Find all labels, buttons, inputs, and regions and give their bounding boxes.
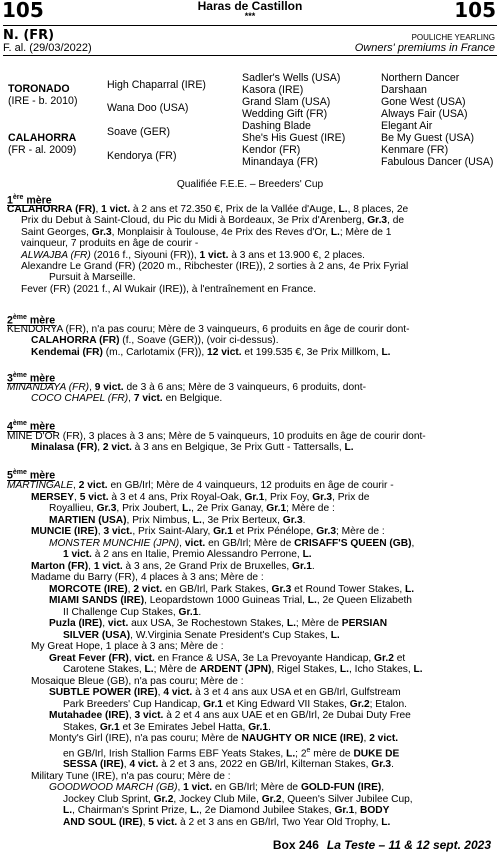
- pedigree-gen3: Grand Slam (USA): [242, 96, 331, 108]
- horse-name: N. (FR): [3, 28, 55, 43]
- section-heading-dam5: 5ème mère: [7, 469, 56, 482]
- birth-info: F. al. (29/03/2022): [3, 42, 92, 54]
- consignor-stars: ***: [244, 11, 256, 21]
- dam3-record: MINANDAYA (FR), 9 vict. de 3 à 6 ans; Mère de 3 vainqueurs, 6 produits, dont- COCO CHAPEL (FR), 7 vict. en Belgique.: [7, 382, 367, 405]
- section-heading-dam1: 1ère mère: [7, 194, 52, 207]
- pedigree-gen3: Kasora (IRE): [242, 84, 304, 96]
- divider: [3, 55, 497, 56]
- dam5-record: MARTINGALE, 2 vict. en GB/Irl; Mère de 4 vainqueurs, 12 produits en âge de courir - MERSEY, 5 vict. à 3 et 4 ans, Prix Royal-Oak, Gr.1, Prix Foy, Gr.3, Prix de Royallieu, Gr.3, Prix Joubert, L., 2e Prix Ganay, Gr.1; Mère de : MARTIEN (USA), Prix Nimbus, L., 3e Prix Berteux, Gr.3. MUNCIE (IRE), 3 vict., Prix Saint-Alary, Gr.1 et Prix Pénélope, Gr.3; Mère de : MONSTER MUNCHIE (JPN), vict. en GB/Irl; Mère de CRISAFF'S QUEEN (GB), 1 vict. à 2 ans en Italie, Premio Alessandro Perrone, L. Marton (FR), 1 vict. à 3 ans, 2e Grand Prix de Bruxelles, Gr.1. Madame du Barry (FR), 4 places à 3 ans; Mère de : MORCOTE (IRE), 2 vict. en GB/Irl, Park Stakes, Gr.3 et Round Tower Stakes, L. MIAMI SANDS (IRE), Leopardstown 1000 Guineas Trial, L., 2e Queen Elizabeth II Challenge Cup Stakes, Gr.1. Puzla (IRE), vict. aux USA, 3e Rochestown Stakes, L.; Mère de PERSIAN SILVER (USA), W.Virginia Senate President's Cup Stakes, L. My Great Hope, 1 place à 3 ans; Mère de : Great Fever (FR), vict. en France & USA, 3e La Prevoyante Handicap, Gr.2 et Carotene Stakes, L.; Mère de ARDENT (JPN), Rigel Stakes, L., Icho Stakes, L. Mosaique Bleue (GB), n'a pas couru; Mère de : SUBTLE POWER (IRE), 4 vict. à 3 et 4 ans aux USA et en GB/Irl, Gulfstream Park Breeders' Cup Handicap, Gr.1 et King Edward VII Stakes, Gr.2; Etalon. Mutahadee (IRE), 3 vict. à 2 et 4 ans aux UAE et en GB/Irl, 2e Dubai Duty Free Stakes, Gr.1 et 3e Emirates Jebel Hatta, Gr.1. Monty's Girl (IRE), n'a pas couru; Mère de NAUGHTY OR NICE (IRE), 2 vict. en GB/Irl, Irish Stallion Farms EBF Yeats Stakes, L.; 2e mère de DUKE DE SESSA (IRE), 4 vict. à 2 et 3 ans, 2022 en GB/Irl, Kilternan Stakes, Gr.3. Military Tune (IRE), n'a pas couru; Mère de : GOODWOOD MARCH (GB), 1 vict. en GB/Irl; Mère de GOLD-FUN (IRE), Jockey Club Sprint, Gr.2, Jockey Club Mile, Gr.2, Queen's Silver Jubilee Cup, L., Chairman's Sprint Prize, L., 2e Diamond Jubilee Stakes, Gr.1, BODY AND SOUL (IRE), 5 vict. à 2 et 3 ans en GB/Irl, Two Year Old Trophy, L.: [7, 480, 423, 828]
- consignor-name: Haras de Castillon: [197, 0, 303, 13]
- dam-details: (FR - al. 2009): [8, 144, 77, 156]
- section-heading-dam3: 3ème mère: [7, 372, 56, 385]
- pedigree-gen4: Kenmare (FR): [381, 144, 449, 156]
- dam1-record: CALAHORRA (FR), 1 vict. à 2 ans et 72.350 €, Prix de la Vallée d'Auge, L., 8 places, 2e Prix du Debut à Saint-Cloud, du Pic du Midi à Bordeaux, 3e Prix d'Arenberg, Gr.3, de Saint Georges, Gr.3, Monplaisir à Toulouse, 4e Prix des Reves d'Or, L.; Mère de 1 vainqueur, 7 produits en âge de courir - ALWAJBA (FR) (2016 f., Siyouni (FR)), 1 vict. à 3 ans et 13.900 €, 2 places. Alexandre Le Grand (FR) (2020 m., Ribchester (IRE)), 2 sorties à 2 ans, 4e Prix Fyrial Pursuit à Marseille. Fever (FR) (2021 f., Al Wukair (IRE)), à l'entraînement en France.: [7, 204, 409, 295]
- pedigree-gen2: Soave (GER): [107, 126, 170, 138]
- pedigree-gen2: High Chaparral (IRE): [107, 79, 206, 91]
- lot-number-right: 105: [454, 0, 496, 22]
- sire-details: (IRE - b. 2010): [8, 95, 78, 107]
- pedigree-gen4: Elegant Air: [381, 120, 433, 132]
- pedigree-gen3: Minandaya (FR): [242, 156, 318, 168]
- dam2-record: KENDORYA (FR), n'a pas couru; Mère de 3 vainqueurs, 6 produits en âge de courir dont- CALAHORRA (FR) (f., Soave (GER)), (voir ci-dessus). Kendemai (FR) (m., Carlotamix (FR)), 12 vict. et 199.535 €, 3e Prix Millkom, L.: [7, 324, 410, 358]
- dam-name: CALAHORRA: [8, 132, 77, 144]
- pedigree-gen2: Wana Doo (USA): [107, 102, 189, 114]
- pedigree-gen4: Always Fair (USA): [381, 108, 468, 120]
- pedigree-gen4: Gone West (USA): [381, 96, 466, 108]
- premiums-note: Owners' premiums in France: [354, 42, 495, 54]
- lot-number-left: 105: [2, 0, 44, 22]
- pedigree-gen3: Kendor (FR): [242, 144, 301, 156]
- pedigree-gen3: Sadler's Wells (USA): [242, 72, 341, 84]
- pedigree-gen3: She's His Guest (IRE): [242, 132, 346, 144]
- pedigree-gen4: Darshaan: [381, 84, 427, 96]
- sale-info: La Teste – 11 & 12 sept. 2023: [326, 838, 491, 852]
- pedigree-gen4: Northern Dancer: [381, 72, 460, 84]
- section-heading-dam4: 4ème mère: [7, 420, 56, 433]
- pedigree-gen3: Dashing Blade: [242, 120, 311, 132]
- section-heading-dam2: 2ème mère: [7, 314, 56, 327]
- pedigree-gen4: Be My Guest (USA): [381, 132, 475, 144]
- sire-name: TORONADO: [8, 83, 70, 95]
- box-number: Box 246: [272, 838, 319, 852]
- qualification-note: Qualifiée F.E.E. – Breeders' Cup: [176, 179, 324, 190]
- page-footer: [273, 838, 491, 852]
- dam4-record: MINE D'OR (FR), 3 places à 3 ans; Mère de 5 vainqueurs, 10 produits en âge de courir dont- Minalasa (FR), 2 vict. à 3 ans en Belgique, 3e Prix Gutt - Tattersalls, L.: [7, 431, 426, 454]
- sex-type: POULICHE YEARLING: [411, 33, 495, 42]
- pedigree-gen2: Kendorya (FR): [107, 150, 177, 162]
- divider: [3, 25, 497, 26]
- pedigree-gen4: Fabulous Dancer (USA): [381, 156, 494, 168]
- pedigree-gen3: Wedding Gift (FR): [242, 108, 328, 120]
